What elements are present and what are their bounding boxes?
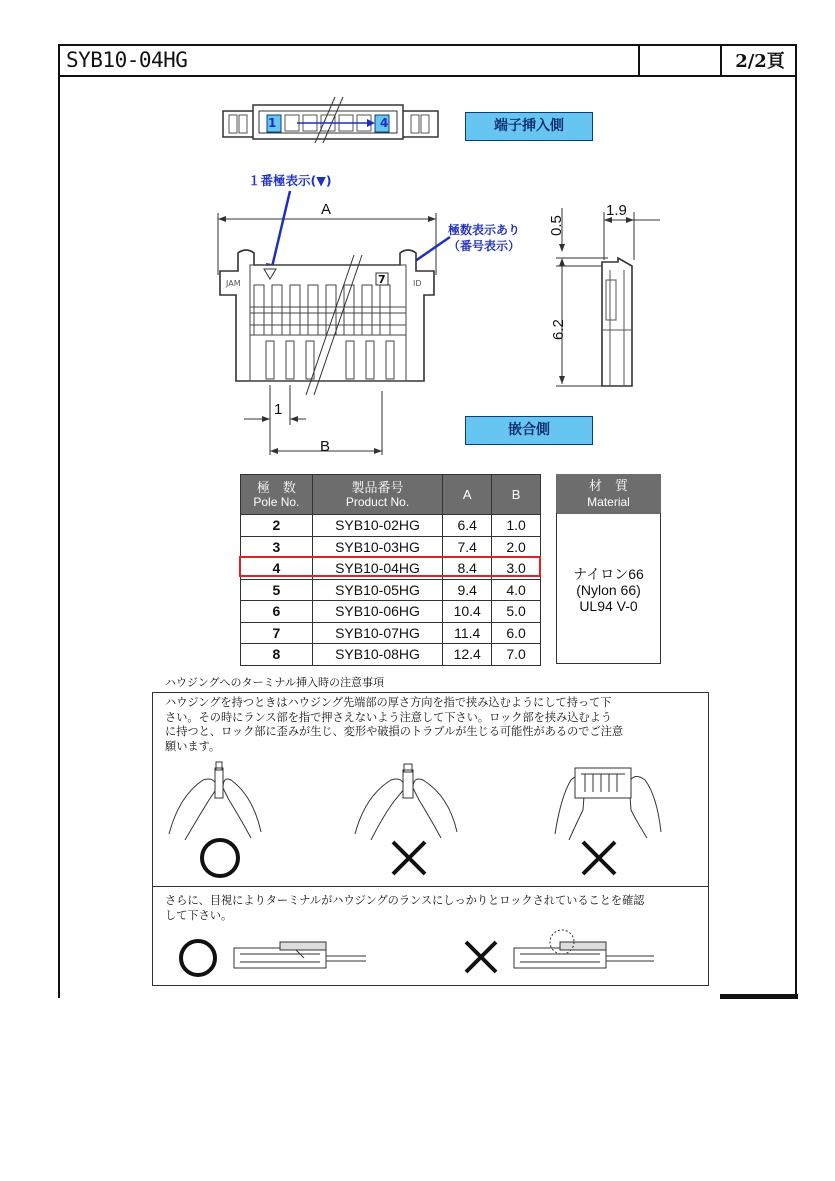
top-view-drawing xyxy=(215,95,445,145)
table-row: 4 SYB10-04HG 8.4 3.0 xyxy=(241,558,541,580)
col-header-pole: 極 数 Pole No. xyxy=(241,475,313,515)
mark-right: ID xyxy=(413,279,422,288)
title-divider xyxy=(720,44,722,77)
notes-divider xyxy=(152,886,709,887)
notes-para1 xyxy=(165,696,623,754)
notes-para2-line: さらに、目視によりターミナルがハウジングのランスにしっかりとロックされていることを確認 xyxy=(165,894,645,907)
table-row: 8 SYB10-08HG 12.4 7.0 xyxy=(241,644,541,666)
selected-row-highlight xyxy=(239,556,541,577)
table-row: 5 SYB10-05HG 9.4 4.0 xyxy=(241,579,541,601)
pole-callout-line1: 極数表示あり xyxy=(448,223,521,237)
dimension-6.2-label: 6.2 xyxy=(550,319,567,340)
mark-left: JAM xyxy=(226,279,241,288)
dimension-B-label: B xyxy=(320,438,331,455)
material-line2: (Nylon 66) xyxy=(576,582,641,598)
table-row: 6 SYB10-06HG 10.4 5.0 xyxy=(241,601,541,623)
dimension-1-label: 1 xyxy=(274,401,283,418)
notes-para2 xyxy=(165,894,644,923)
col-header-b: B xyxy=(492,475,541,515)
top-pin-first-label: 1 xyxy=(268,116,277,130)
page-number: 2/2頁 xyxy=(735,51,785,72)
col-header-product: 製品番号 Product No. xyxy=(312,475,443,515)
notes-heading: ハウジングへのターミナル挿入時の注意事項 xyxy=(165,676,384,689)
side-view-drawing xyxy=(548,200,668,395)
dimension-1.9-label: 1.9 xyxy=(606,202,627,219)
mating-side-tag: 嵌合側 xyxy=(465,416,593,445)
notes-para1-line: さい。その時にランス部を指で押さえないよう注意して下さい。ロック部を挟み込むよう xyxy=(165,710,612,724)
pole-number-marker: 7 xyxy=(378,273,386,286)
footer-bar xyxy=(720,994,798,999)
table-row: 7 SYB10-07HG 11.4 6.0 xyxy=(241,622,541,644)
table-row: 2 SYB10-02HG 6.4 1.0 xyxy=(241,515,541,537)
col-header-a: A xyxy=(443,475,492,515)
lock-check-illustrations xyxy=(170,928,660,980)
notes-para1-line: ハウジングを持つときはハウジング先端部の厚さ方向を指で挟み込むようにして持って下 xyxy=(165,696,612,709)
document-title: SYB10-04HG xyxy=(66,48,188,72)
material-header xyxy=(556,474,661,514)
material-line1: ナイロン66 xyxy=(573,566,644,582)
dimension-0.5-label: 0.5 xyxy=(548,215,565,236)
notes-para1-line: 願います。 xyxy=(165,739,221,753)
notes-para1-line: に持つと、ロック部に歪みが生じ、変形や破損のトラブルが生じる可能性があるのでご注意 xyxy=(165,725,624,738)
material-line3: UL94 V-0 xyxy=(579,598,638,614)
insert-side-tag: 端子挿入側 xyxy=(465,112,593,141)
top-pin-last-label: 4 xyxy=(380,116,389,130)
material-header-en: Material xyxy=(587,495,630,509)
dimension-A-label: A xyxy=(321,201,332,218)
handling-illustrations xyxy=(165,760,695,882)
material-value xyxy=(556,566,661,614)
material-header-jp: 材 質 xyxy=(588,478,628,493)
notes-para2-line: して下さい。 xyxy=(165,908,233,922)
pole-callout-line2: （番号表示） xyxy=(448,239,521,253)
front-view-drawing xyxy=(210,185,460,465)
table-row: 3 SYB10-03HG 7.4 2.0 xyxy=(241,536,541,558)
title-divider xyxy=(638,44,640,77)
pin1-callout: １番極表示(▼) xyxy=(248,173,332,188)
